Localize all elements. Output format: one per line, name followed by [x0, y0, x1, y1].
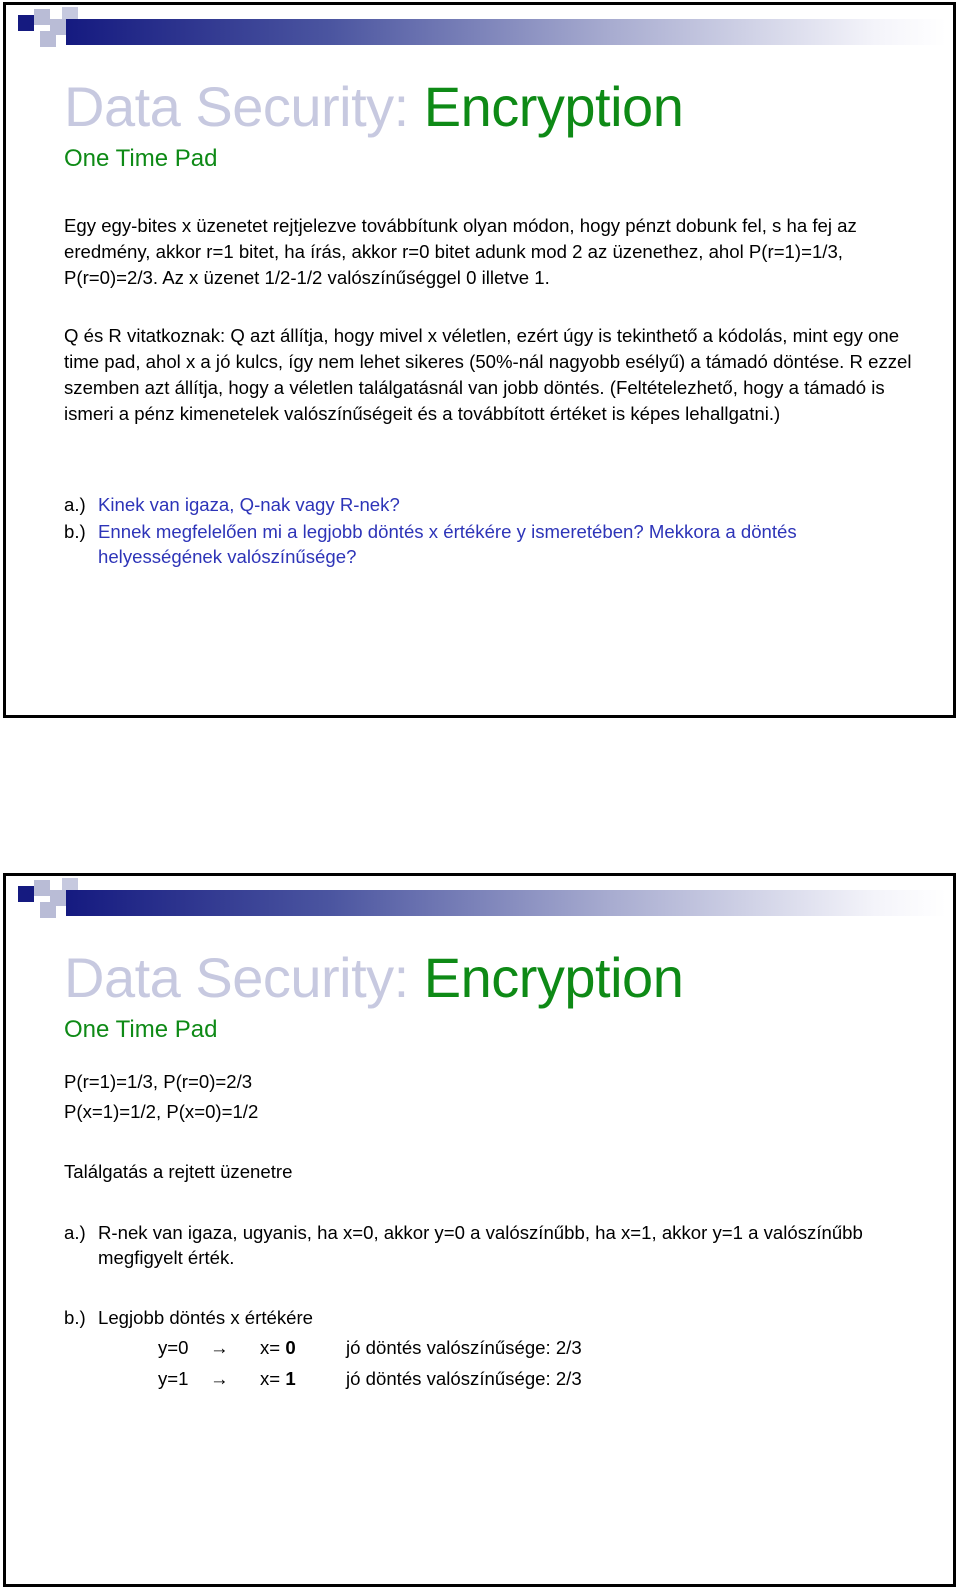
question-text: Ennek megfelelően mi a legjobb döntés x értékére y ismeretében? Mekkora a döntés helyességének valószínűsége?	[98, 521, 797, 567]
arrow-icon: →	[210, 1368, 229, 1389]
observed-y: y=0	[158, 1337, 189, 1358]
header-decor-square	[18, 886, 34, 902]
slide-subtitle: One Time Pad	[64, 1016, 218, 1043]
header-gradient-bar	[66, 890, 946, 916]
decided-x-value: 1	[285, 1368, 296, 1389]
guess-heading: Találgatás a rejtett üzenetre	[64, 1161, 293, 1182]
question-text: Kinek van igaza, Q-nak vagy R-nek?	[98, 494, 400, 515]
decided-x-prefix: x=	[260, 1368, 286, 1389]
question-label: a.)	[64, 494, 86, 515]
answer-b	[64, 1305, 914, 1330]
decided-x	[260, 1366, 296, 1392]
answer-text: R-nek van igaza, ugyanis, ha x=0, akkor y=0 a valószínűbb, ha x=1, akkor y=1 a valószínűbb megfigyelt érték.	[98, 1222, 863, 1268]
arrow-icon: →	[210, 1337, 229, 1358]
answer-label: b.)	[64, 1307, 86, 1328]
decided-x-prefix: x=	[260, 1337, 286, 1358]
decision-probability: jó döntés valószínűsége: 2/3	[346, 1368, 582, 1389]
header-decor-square	[40, 902, 56, 918]
debate-paragraph: Q és R vitatkoznak: Q azt állítja, hogy mivel x véletlen, ezért úgy is tekinthető a kódolás, mint egy one time pad, ahol x a jó kulcs, így nem lehet sikeres (50%-nál nagyobb esélyű) a támadó döntése. R ezzel szemben azt állítja, hogy a véletlen találgatásnál van jobb döntés. (Feltételezhető, hogy a támadó is ismeri a pénz kimenetelek valószínűségeit és a továbbított értéket is képes lehallgatni.)	[64, 325, 912, 424]
question-a	[64, 492, 914, 517]
observed-y: y=1	[158, 1368, 189, 1389]
title-main: Encryption	[423, 75, 684, 138]
probability-line: P(r=1)=1/3, P(r=0)=2/3	[64, 1071, 253, 1092]
header-decor-square	[18, 15, 34, 31]
title-prefix: Data Security:	[64, 75, 424, 138]
slide-2	[3, 873, 956, 1587]
title-main: Encryption	[423, 946, 684, 1009]
header-gradient-bar	[66, 19, 946, 45]
answer-label: a.)	[64, 1222, 86, 1243]
header-decor-square	[34, 9, 50, 25]
slide-title	[64, 75, 683, 139]
slide-subtitle: One Time Pad	[64, 145, 218, 172]
header-decor-square	[40, 31, 56, 47]
decision-probability: jó döntés valószínűsége: 2/3	[346, 1337, 582, 1358]
question-label: b.)	[64, 521, 86, 542]
decided-x-value: 0	[285, 1337, 296, 1358]
question-b	[64, 519, 914, 569]
problem-paragraph: Egy egy-bites x üzenetet rejtjelezve továbbítunk olyan módon, hogy pénzt dobunk fel, s ha fej az eredmény, akkor r=1 bitet, ha írás, akkor r=0 bitet adunk mod 2 az üzenethez, ahol P(r=1)=1/3, P(r=0)=2/3. Az x üzenet 1/2-1/2 valószínűséggel 0 illetve 1.	[64, 215, 857, 288]
slide-title	[64, 946, 683, 1010]
answer-text: Legjobb döntés x értékére	[98, 1307, 314, 1328]
title-prefix: Data Security:	[64, 946, 424, 1009]
slide-1	[3, 2, 956, 718]
decision-row	[158, 1335, 718, 1361]
probability-line: P(x=1)=1/2, P(x=0)=1/2	[64, 1101, 259, 1122]
answer-a	[64, 1220, 914, 1270]
decided-x	[260, 1335, 296, 1361]
decision-row	[158, 1366, 718, 1392]
header-decor-square	[34, 880, 50, 896]
